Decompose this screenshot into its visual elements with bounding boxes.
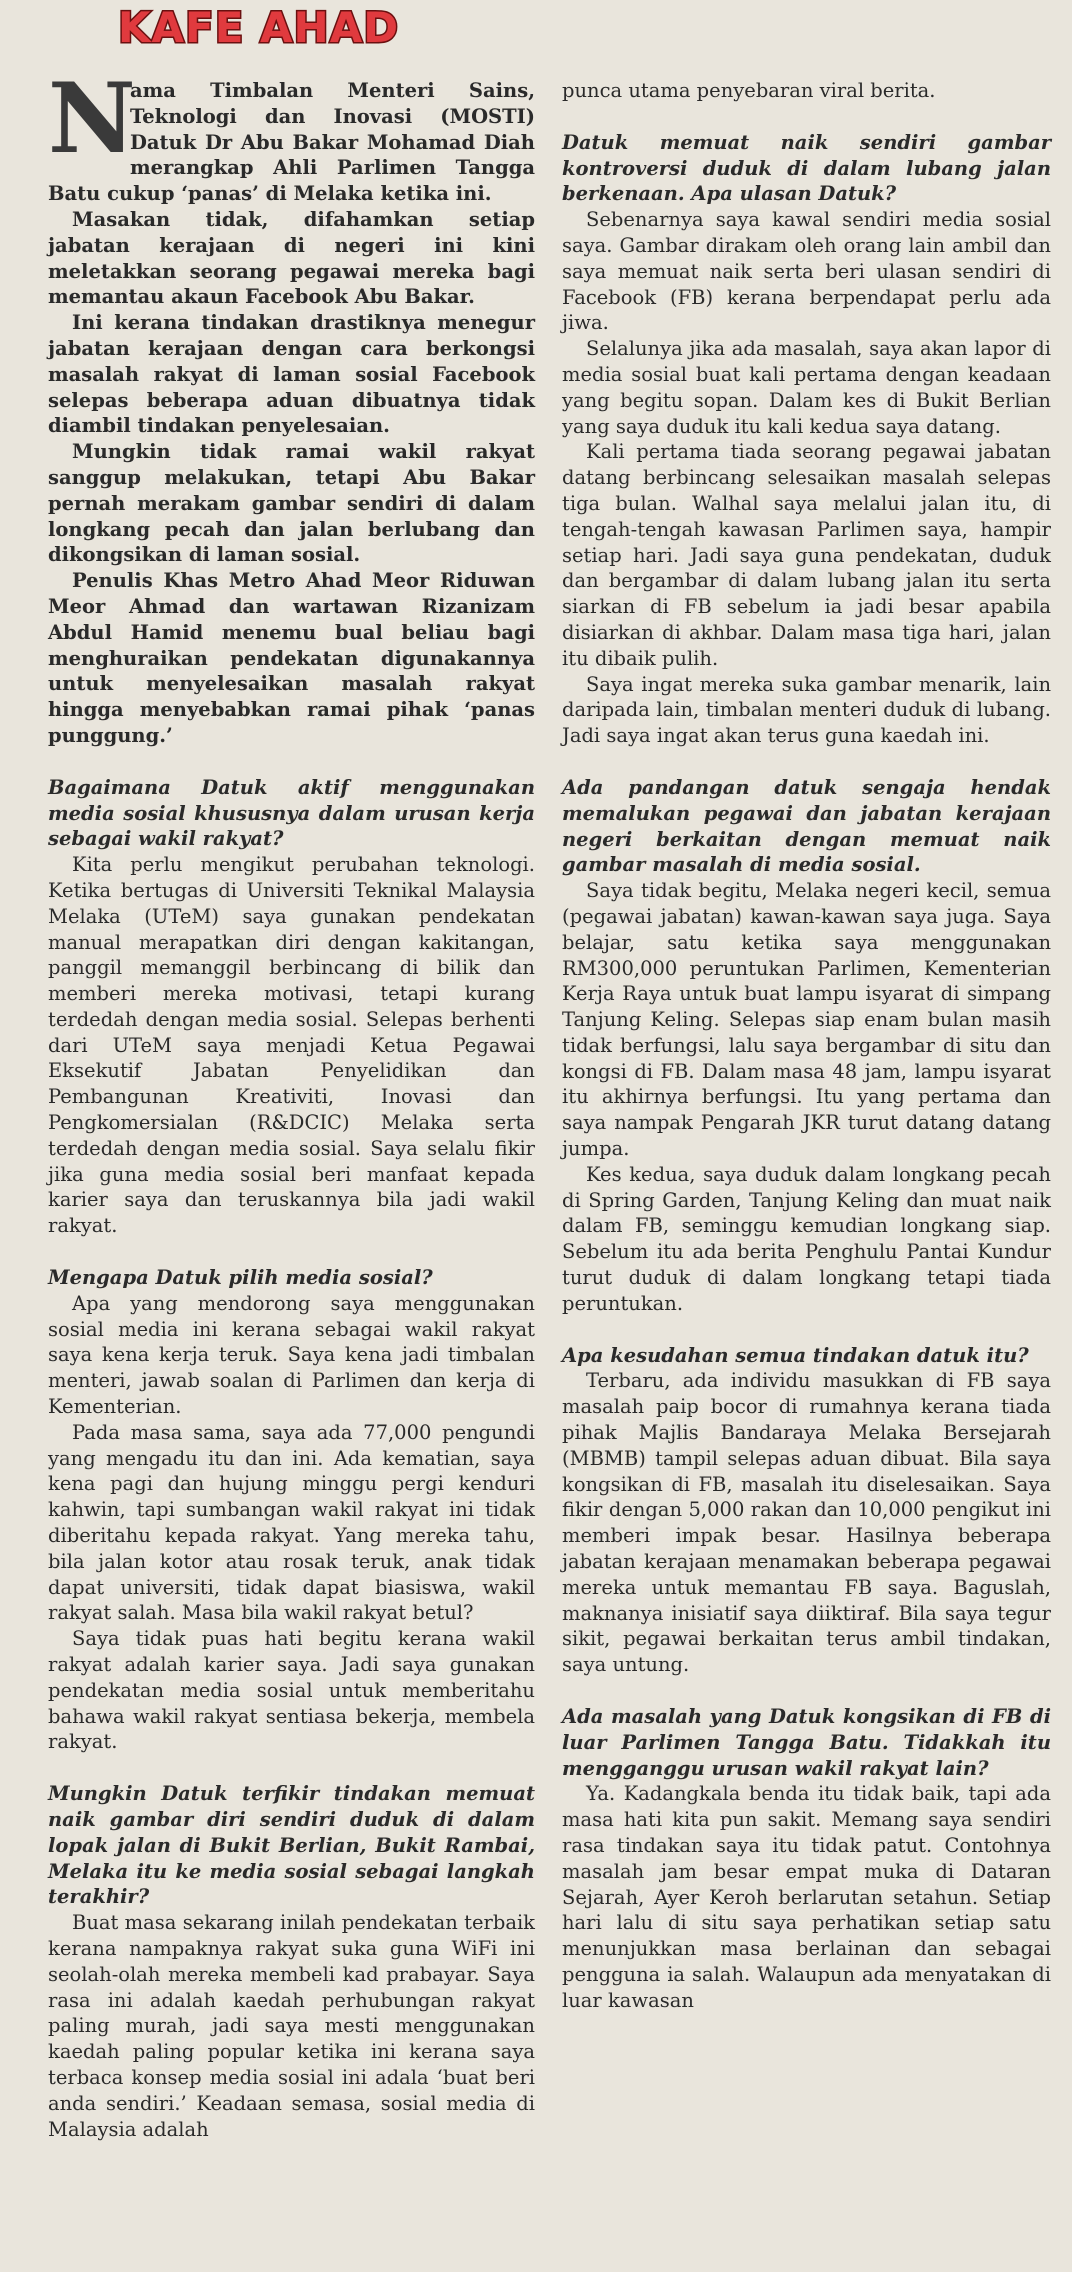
intro-paragraph: Masakan tidak, difahamkan setiap jabatan kerajaan di negeri ini kini meletakkan seorang pegawai mereka bagi memantau akaun Facebook Abu Bakar. <box>48 207 535 309</box>
intro-paragraph: Penulis Khas Metro Ahad Meor Riduwan Meor Ahmad dan wartawan Rizanizam Abdul Hamid menemu bual beliau bagi menghuraikan pendekatan digunakannya untuk menyelesaikan masalah rakyat hingga menyebabkan ramai pihak ‘panas punggung.’ <box>48 569 535 747</box>
intro-paragraph: Ini kerana tindakan drastiknya menegur jabatan kerajaan dengan cara berkongsi masalah rakyat di laman sosial Facebook selepas beberapa aduan dibuatnya tidak diambil tindakan penyelesaian. <box>48 311 535 438</box>
interview-answer: Saya tidak puas hati begitu kerana wakil rakyat adalah karier saya. Jadi saya gunakan pendekatan media sosial untuk memberitahu bahawa wakil rakyat sentiasa bekerja, membela rakyat. <box>48 1627 535 1754</box>
interview-answer: Sebenarnya saya kawal sendiri media sosial saya. Gambar dirakam oleh orang lain ambil dan saya memuat naik serta beri ulasan sendiri di Facebook (FB) kerana berpendapat perlu ada jiwa. <box>562 208 1051 335</box>
interview-question: Apa kesudahan semua tindakan datuk itu? <box>562 1343 1029 1367</box>
interview-answer: Ya. Kadangkala benda itu tidak baik, tapi ada masa hati kita pun sakit. Memang saya sendiri rasa tindakan saya itu tidak patut. Contohnya masalah jam besar empat muka di Dataran Sejarah, Ayer Keroh berlarutan setahun. Setiap hari lalu di situ saya perhatikan setiap satu menunjukkan masa berlainan dan sebagai pengguna ia salah. Walaupun ada menyatakan di luar kawasan <box>562 1782 1051 2012</box>
left-column <box>48 62 535 2142</box>
interview-question: Datuk memuat naik sendiri gambar kontroversi duduk di dalam lubang jalan berkenaan. Apa ulasan Datuk? <box>562 130 1051 206</box>
interview-answer: Kes kedua, saya duduk dalam longkang pecah di Spring Garden, Tanjung Keling dan muat naik dalam FB, seminggu kemudian longkang siap. Sebelum itu ada berita Penghulu Pantai Kundur turut duduk di dalam longkang tetapi tiada peruntukan. <box>562 1162 1051 1315</box>
interview-answer: Pada masa sama, saya ada 77,000 pengundi yang mengadu itu dan ini. Ada kematian, saya kena pagi dan hujung minggu pergi kenduri kahwin, tapi sumbangan wakil rakyat ini tidak diberitahu kepada rakyat. Yang mereka tahu, bila jalan kotor atau rosak teruk, anak tidak dapat universiti, tidak dapat biasiswa, wakil rakyat salah. Masa bila wakil rakyat betul? <box>48 1420 535 1625</box>
interview-question: Ada masalah yang Datuk kongsikan di FB di luar Parlimen Tangga Batu. Tidakkah itu mengganggu urusan wakil rakyat lain? <box>562 1705 1051 1780</box>
interview-question: Mungkin Datuk terfikir tindakan memuat naik gambar diri sendiri duduk di dalam lopak jalan di Bukit Berlian, Bukit Rambai, Melaka itu ke media sosial sebagai langkah terakhir? <box>48 1782 535 1909</box>
intro-section <box>48 62 535 749</box>
interview-answer: Kita perlu mengikut perubahan teknologi. Ketika bertugas di Universiti Teknikal Malaysia Melaka (UTeM) saya gunakan pendekatan manual merapatkan diri dengan kakitangan, panggil memanggil berbincang di bilik dan memberi mereka motivasi, tetapi kurang terdedah dengan media sosial. Selepas berhenti dari UTeM saya menjadi Ketua Pegawai Eksekutif Jabatan Penyelidikan dan Pembangunan Kreativiti, Inovasi dan Pengkomersialan (R&DCIC) Melaka serta terdedah dengan media sosial. Saya selalu fikir jika guna media sosial beri manfaat kepada karier saya dan teruskannya bila jadi wakil rakyat. <box>48 853 535 1238</box>
intro-paragraph: Mungkin tidak ramai wakil rakyat sanggup melakukan, tetapi Abu Bakar pernah merakam gambar sendiri di dalam longkang pecah dan jalan berlubang dan dikongsikan di laman sosial. <box>48 440 535 567</box>
interview-answer: Selalunya jika ada masalah, saya akan lapor di media sosial buat kali pertama dengan keadaan yang begitu sopan. Dalam kes di Bukit Berlian yang saya duduk itu kali kedua saya datang. <box>562 337 1051 438</box>
column-heading: KAFE AHAD <box>118 3 400 52</box>
interview-question: Mengapa Datuk pilih media sosial? <box>48 1266 433 1290</box>
interview-answer: Terbaru, ada individu masukkan di FB saya masalah paip bocor di rumahnya kerana tiada pihak Majlis Bandaraya Melaka Bersejarah (MBMB) tampil selepas aduan dibuat. Bila saya kongsikan di FB, masalah itu diselesaikan. Saya fikir dengan 5,000 rakan dan 10,000 pengikut ini memberi impak besar. Hasilnya beberapa jabatan kerajaan menamakan beberapa pegawai mereka untuk memantau FB saya. Baguslah, maknanya inisiatif saya diiktiraf. Bila saya tegur sikit, pegawai berkaitan terus ambil tindakan, saya untung. <box>562 1369 1051 1677</box>
interview-answer-continued: punca utama penyebaran viral berita. <box>562 79 936 102</box>
intro-paragraph: ama Timbalan Menteri Sains, Teknologi dan Inovasi (MOSTI) Datuk Dr Abu Bakar Mohamad Diah merangkap Ahli Parlimen Tangga Batu cukup ‘panas’ di Melaka ketika ini. <box>48 79 535 206</box>
drop-cap: N <box>48 62 136 175</box>
interview-answer: Apa yang mendorong saya menggunakan sosial media ini kerana sebagai wakil rakyat saya kena kerja teruk. Saya kena jadi timbalan menteri, jawab soalan di Parlimen dan kerja di Kementerian. <box>48 1291 535 1419</box>
interview-question: Ada pandangan datuk sengaja hendak memalukan pegawai dan jabatan kerajaan negeri berkaitan dengan memuat naik gambar masalah di media sosial. <box>562 775 1051 877</box>
interview-answer: Saya tidak begitu, Melaka negeri kecil, semua (pegawai jabatan) kawan-kawan saya juga. Saya belajar, satu ketika saya menggunakan RM300,000 peruntukan Parlimen, Kementerian Kerja Raya untuk buat lampu isyarat di simpang Tanjung Keling. Selepas siap enam bulan masih tidak berfungsi, lalu saya bergambar di situ dan kongsi di FB. Dalam masa 48 jam, lampu isyarat itu akhirnya berfungsi. Itu yang pertama dan saya nampak Pengarah JKR turut datang datang jumpa. <box>562 879 1051 1161</box>
right-column <box>562 78 1051 2014</box>
interview-answer: Buat masa sekarang inilah pendekatan terbaik kerana nampaknya rakyat suka guna WiFi ini seolah-olah mereka membeli kad prabayar. Saya rasa ini adalah kaedah perhubungan rakyat paling murah, jadi saya mesti menggunakan kaedah paling popular ketika ini kerana saya terbaca konsep media sosial ini adala ‘buat beri anda sendiri.’ Keadaan semasa, sosial media di Malaysia adalah <box>48 1911 535 2141</box>
interview-question: Bagaimana Datuk aktif menggunakan media sosial khususnya dalam urusan kerja sebagai wakil rakyat? <box>48 775 535 851</box>
interview-answer: Saya ingat mereka suka gambar menarik, lain daripada lain, timbalan menteri duduk di lubang. Jadi saya ingat akan terus guna kaedah ini. <box>562 672 1051 748</box>
interview-answer: Kali pertama tiada seorang pegawai jabatan datang berbincang selesaikan masalah selepas tiga bulan. Walhal saya melalui jalan itu, di tengah-tengah kawasan Parlimen saya, hampir setiap hari. Jadi saya guna pendekatan, duduk dan bergambar di dalam lubang jalan itu serta siarkan di FB sebelum ia jadi besar apabila disiarkan di akhbar. Dalam masa tiga hari, jalan itu dibaik pulih. <box>562 440 1051 670</box>
